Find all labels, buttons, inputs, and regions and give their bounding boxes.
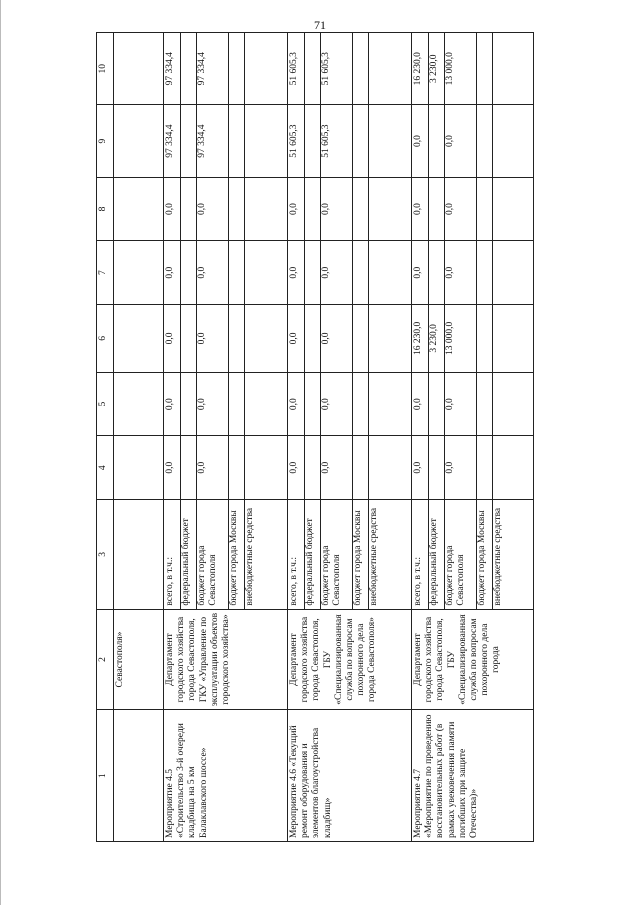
table-cell-value — [369, 373, 384, 436]
table-cell-value — [369, 178, 384, 241]
rotated-table-container — [96, 32, 526, 842]
table-cell-value — [181, 33, 197, 104]
measure-name: Мероприятие 4.6 «Текущий ремонт оборудования и элементов благоустройства кладбищ» — [288, 710, 412, 842]
value-col-6 — [288, 304, 412, 372]
table-cell-value — [229, 33, 245, 104]
table-cell-value: 3 230,0 — [429, 33, 445, 104]
header-cell: 5 — [97, 372, 114, 436]
table-cell-value: 0,0 — [197, 178, 229, 241]
table-cell-value: бюджет города Севастополя — [445, 500, 477, 609]
measure-name: Мероприятие 4.5 «Строительство 3-й очереди кладбища на 5 км Балаклавского шоссе» — [164, 710, 288, 842]
table-cell-value — [493, 33, 508, 104]
table-cell-value — [245, 436, 260, 499]
header-cell: 4 — [97, 436, 114, 500]
funding-sources — [412, 500, 534, 610]
table-cell-value — [369, 105, 384, 176]
value-col-6 — [164, 304, 288, 372]
table-cell-value: бюджет города Севастополя — [197, 500, 229, 609]
table-cell-value — [305, 241, 321, 304]
table-cell-value — [305, 178, 321, 241]
table-cell-value: 0,0 — [445, 241, 477, 304]
table-cell-value: федеральный бюджет — [429, 500, 445, 609]
table-cell-value: бюджет города Москвы — [477, 500, 493, 609]
table-cell-value — [477, 241, 493, 304]
table-cell-value — [181, 305, 197, 372]
table-cell-value: 0,0 — [165, 436, 181, 499]
value-col-10 — [288, 33, 412, 105]
table-cell-value — [245, 105, 260, 176]
table-cell-value — [245, 305, 260, 372]
table-cell-value — [181, 105, 197, 176]
value-col-8 — [164, 177, 288, 241]
table-cell-value: всего, в т.ч.: — [289, 500, 305, 609]
table-cell-value — [305, 436, 321, 499]
table-cell-value — [429, 373, 445, 436]
value-col-5 — [164, 372, 288, 436]
table-row — [412, 33, 534, 842]
table-cell-value — [429, 178, 445, 241]
table-cell-value: 0,0 — [413, 373, 429, 436]
value-col-8 — [288, 177, 412, 241]
value-col-6 — [412, 304, 534, 372]
table-cell-value: 97 334,4 — [197, 105, 229, 176]
table-cell-value — [245, 241, 260, 304]
table-cell-value — [181, 241, 197, 304]
table-cell-value: всего, в т.ч.: — [165, 500, 181, 609]
table-cell-value — [353, 436, 369, 499]
table-cell-value — [305, 305, 321, 372]
table-cell-value: 0,0 — [165, 241, 181, 304]
table-cell-value — [229, 436, 245, 499]
table-cell-value: 97 334,4 — [165, 105, 181, 176]
table-cell-value: 0,0 — [289, 178, 305, 241]
value-col-9 — [412, 105, 534, 177]
table-cell-value — [493, 178, 508, 241]
table-cell-value — [477, 178, 493, 241]
table-cell-value — [181, 178, 197, 241]
value-col-9 — [164, 105, 288, 177]
executor: Департамент городского хозяйства города Севастополя, ГБУ «Специализированная служба по вопросам похоронного дела города — [412, 609, 534, 710]
table-cell-value: федеральный бюджет — [181, 500, 197, 609]
table-cell-value — [229, 105, 245, 176]
budget-table — [96, 32, 534, 842]
table-cell-value: 0,0 — [445, 105, 477, 176]
page-number: 71 — [314, 18, 326, 32]
table-cell-value — [477, 373, 493, 436]
table-cell-value: бюджет города Москвы — [353, 500, 369, 609]
value-col-7 — [164, 241, 288, 305]
table-cell-value: 0,0 — [413, 241, 429, 304]
table-cell-value — [245, 33, 260, 104]
table-cell-value — [229, 241, 245, 304]
header-cell: 8 — [97, 177, 114, 241]
value-col-5 — [288, 372, 412, 436]
executor: Департамент городского хозяйства города Севастополя, ГКУ «Управление по эксплуатации объектов городского хозяйства» — [164, 609, 288, 710]
table-cell-value: внебюджетные средства — [245, 507, 255, 606]
value-col-4 — [412, 436, 534, 500]
table-cell-value: 97 334,4 — [165, 33, 181, 104]
value-col-8 — [412, 177, 534, 241]
table-cell-value — [493, 305, 508, 372]
table-cell-value — [229, 373, 245, 436]
table-cell-value: 51 605,3 — [289, 105, 305, 176]
table-cell-value — [353, 33, 369, 104]
value-col-4 — [288, 436, 412, 500]
table-cell-value: 0,0 — [289, 241, 305, 304]
table-cell-value: 0,0 — [321, 373, 353, 436]
table-cell-value: 0,0 — [289, 373, 305, 436]
table-cell-value — [477, 105, 493, 176]
header-cell: 9 — [97, 105, 114, 177]
table-cell-value: 0,0 — [289, 436, 305, 499]
table-cell-value — [229, 305, 245, 372]
table-cell-value — [429, 241, 445, 304]
value-col-7 — [288, 241, 412, 305]
table-cell-value — [305, 105, 321, 176]
table-cell-value: 0,0 — [197, 241, 229, 304]
table-cell-value: 0,0 — [413, 105, 429, 176]
table-cell-value: 0,0 — [197, 305, 229, 372]
table-cell-value: 0,0 — [445, 178, 477, 241]
value-col-5 — [412, 372, 534, 436]
table-cell-value — [229, 178, 245, 241]
scan-edge-line — [0, 0, 1, 905]
table-cell-value: 0,0 — [197, 373, 229, 436]
table-cell-value: 0,0 — [445, 373, 477, 436]
table-cell-value: федеральный бюджет — [305, 500, 321, 609]
table-cell-value — [353, 373, 369, 436]
table-cell-value — [353, 241, 369, 304]
table-cell-value: 51 605,3 — [289, 33, 305, 104]
value-col-4 — [164, 436, 288, 500]
table-cell-value: внебюджетные средства — [369, 507, 379, 606]
table-cell-value: 16 230,0 — [413, 305, 429, 372]
table-cell-value — [369, 305, 384, 372]
table-cell-value: 0,0 — [321, 178, 353, 241]
table-cell-value: 13 000,0 — [445, 305, 477, 372]
header-cell: 7 — [97, 241, 114, 305]
table-cell-value — [305, 33, 321, 104]
table-cell-value — [429, 436, 445, 499]
table-cell-value: 0,0 — [321, 305, 353, 372]
table-cell-value: 51 605,3 — [321, 33, 353, 104]
table-cell-value: внебюджетные средства — [493, 507, 503, 606]
funding-sources — [288, 500, 412, 610]
table-cell-value: 0,0 — [289, 305, 305, 372]
table-cell-value — [353, 105, 369, 176]
funding-sources — [164, 500, 288, 610]
table-cell-value: 97 334,4 — [197, 33, 229, 104]
header-cell: 3 — [97, 500, 114, 610]
table-cell-value: 0,0 — [165, 373, 181, 436]
table-cell-value — [493, 373, 508, 436]
table-cell-value: 0,0 — [413, 178, 429, 241]
table-cell-value: 0,0 — [413, 436, 429, 499]
table-cell-value — [477, 436, 493, 499]
table-cell-value: 0,0 — [321, 241, 353, 304]
table-cell-value — [369, 436, 384, 499]
table-cell-value: 16 230,0 — [413, 33, 429, 104]
table-cell-value — [477, 305, 493, 372]
measure-name: Мероприятие 4.7 «Мероприятие по проведению восстановительных работ (в рамках увековечения памяти погибших при защите Отечества)» — [412, 710, 534, 842]
table-cell-value: бюджет города Севастополя — [321, 500, 353, 609]
table-cell-value: 0,0 — [165, 178, 181, 241]
table-cell-value — [493, 436, 508, 499]
table-cell-value — [369, 33, 384, 104]
executor: Департамент городского хозяйства города Севастополя, ГБУ «Специализированная служба по вопросам похоронного дела города Севастополя» — [288, 609, 412, 710]
table-cell-value — [493, 241, 508, 304]
table-cell-value: 0,0 — [321, 436, 353, 499]
table-cell-value — [353, 305, 369, 372]
table-row — [164, 33, 288, 842]
table-cell-value: 0,0 — [197, 436, 229, 499]
header-cell: 1 — [97, 710, 114, 842]
table-cell-value — [245, 178, 260, 241]
continuation-row — [114, 33, 164, 842]
table-cell-value — [305, 373, 321, 436]
table-cell-value — [477, 33, 493, 104]
table-cell-value — [181, 436, 197, 499]
table-row — [288, 33, 412, 842]
table-cell-value: 0,0 — [445, 436, 477, 499]
header-row — [97, 33, 114, 842]
table-cell-value — [353, 178, 369, 241]
table-cell-value — [493, 105, 508, 176]
table-cell-value: 0,0 — [165, 305, 181, 372]
table-cell-value — [429, 105, 445, 176]
table-cell-value: 3 230,0 — [429, 305, 445, 372]
table-cell-value: 51 605,3 — [321, 105, 353, 176]
header-cell: 6 — [97, 304, 114, 372]
continuation-cell — [114, 710, 164, 842]
table-cell-value: бюджет города Москвы — [229, 500, 245, 609]
value-col-10 — [164, 33, 288, 105]
table-cell-value: всего, в т.ч.: — [413, 500, 429, 609]
table-cell-value — [369, 241, 384, 304]
value-col-9 — [288, 105, 412, 177]
table-cell-value — [245, 373, 260, 436]
header-cell: 10 — [97, 33, 114, 105]
continuation-executor: Севастополя» — [114, 609, 164, 710]
header-cell: 2 — [97, 609, 114, 710]
table-cell-value — [181, 373, 197, 436]
value-col-10 — [412, 33, 534, 105]
table-cell-value: 13 000,0 — [445, 33, 477, 104]
value-col-7 — [412, 241, 534, 305]
